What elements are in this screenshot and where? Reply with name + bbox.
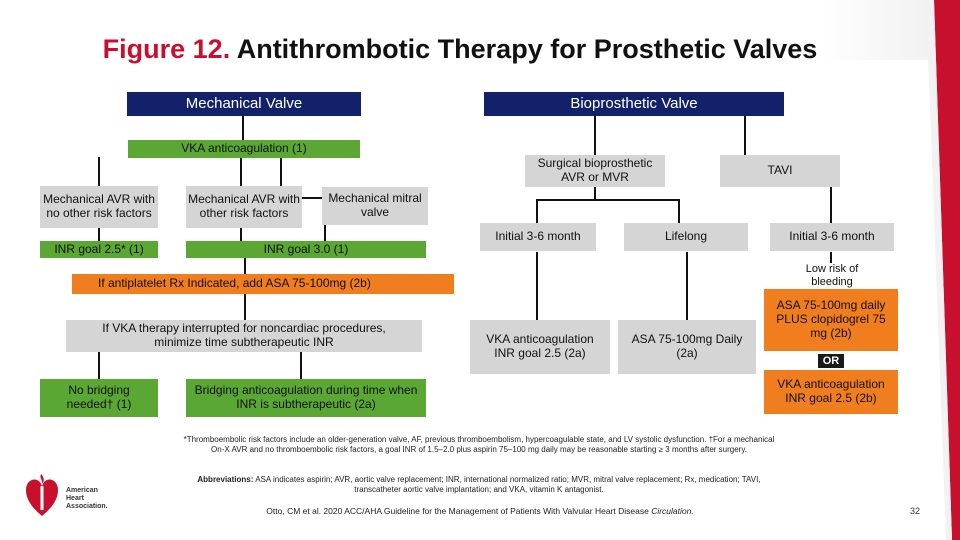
right-edge-accent: [926, 0, 960, 540]
inr-goal-30-box: INR goal 3.0 (1): [186, 241, 426, 258]
or-badge: OR: [818, 354, 844, 368]
initial-3-6-month-tavi-box: Initial 3-6 month: [770, 223, 894, 251]
footnote-risk-factors: *Thromboembolic risk factors include an older-generation valve, AF, previous thromboembolism, hypercoagulable state, and LV systolic dysfunction. †For a mechanical On-X AVR and no thromboembolic risk factors, a goal INR of 1.5–2.0 plus aspirin 75–100 mg daily may be reasonable starting ≥ 3 months after surgery.: [183, 435, 775, 455]
asa-plus-clopidogrel-box: ASA 75-100mg daily PLUS clopidogrel 75 mg (2b): [764, 289, 898, 351]
figure-title-text: Antithrombotic Therapy for Prosthetic Valves: [236, 34, 818, 64]
asa-lifelong-box: ASA 75-100mg Daily (2a): [618, 320, 756, 374]
abbreviations-text: ASA indicates aspirin; AVR, aortic valve replacement; INR, international normalized ratio; MVR, mitral valve replacement; Rx, medication; TAVI, transcatheter aortic valve implantation; and VKA, vitamin K antagonist.: [255, 475, 761, 495]
logo-text-line2: Heart: [66, 495, 84, 503]
citation: [200, 506, 760, 517]
inr-goal-25-box: INR goal 2.5* (1): [40, 241, 158, 258]
heart-torch-icon: [24, 470, 60, 518]
surgical-bioprosthetic-box: Surgical bioprosthetic AVR or MVR: [525, 155, 665, 187]
mechanical-avr-risk-box: Mechanical AVR with other risk factors: [186, 186, 302, 228]
bioprosthetic-valve-header: Bioprosthetic Valve: [484, 92, 784, 116]
bridging-box: Bridging anticoagulation during time when INR is subtherapeutic (2a): [186, 379, 426, 417]
citation-journal: Circulation.: [651, 506, 694, 516]
low-risk-bleeding-label: Low risk of bleeding: [784, 263, 880, 289]
abbreviations-label: Abbreviations:: [197, 475, 254, 484]
page-number: 32: [909, 506, 920, 516]
vka-interrupted-box: If VKA therapy interrupted for noncardiac procedures, minimize time subtherapeutic INR: [66, 320, 422, 352]
footnote-abbreviations: [182, 475, 776, 496]
vka-anticoagulation-box: VKA anticoagulation (1): [128, 140, 360, 158]
aha-logo: [24, 470, 134, 520]
vka-anticoagulation-surgical-box: VKA anticoagulation INR goal 2.5 (2a): [470, 320, 610, 374]
vka-anticoagulation-tavi-box: VKA anticoagulation INR goal 2.5 (2b): [764, 370, 898, 414]
mechanical-avr-no-risk-box: Mechanical AVR with no other risk factors: [40, 186, 158, 228]
mechanical-valve-header: Mechanical Valve: [127, 92, 361, 116]
logo-text-line3: Association.: [66, 503, 108, 511]
no-bridging-box: No bridging needed† (1): [40, 379, 158, 417]
figure-number: Figure 12.: [102, 34, 231, 64]
figure-title: [0, 34, 920, 65]
lifelong-box: Lifelong: [624, 223, 748, 251]
antiplatelet-box: If antiplatelet Rx Indicated, add ASA 75-100mg (2b): [72, 274, 454, 294]
logo-text-line1: American: [66, 487, 98, 494]
citation-text: Otto, CM et al. 2020 ACC/AHA Guideline for the Management of Patients With Valvular Heart Disease: [266, 506, 649, 516]
initial-3-6-month-surgical-box: Initial 3-6 month: [480, 223, 596, 251]
tavi-box: TAVI: [720, 155, 840, 187]
mechanical-mitral-box: Mechanical mitral valve: [322, 187, 428, 225]
